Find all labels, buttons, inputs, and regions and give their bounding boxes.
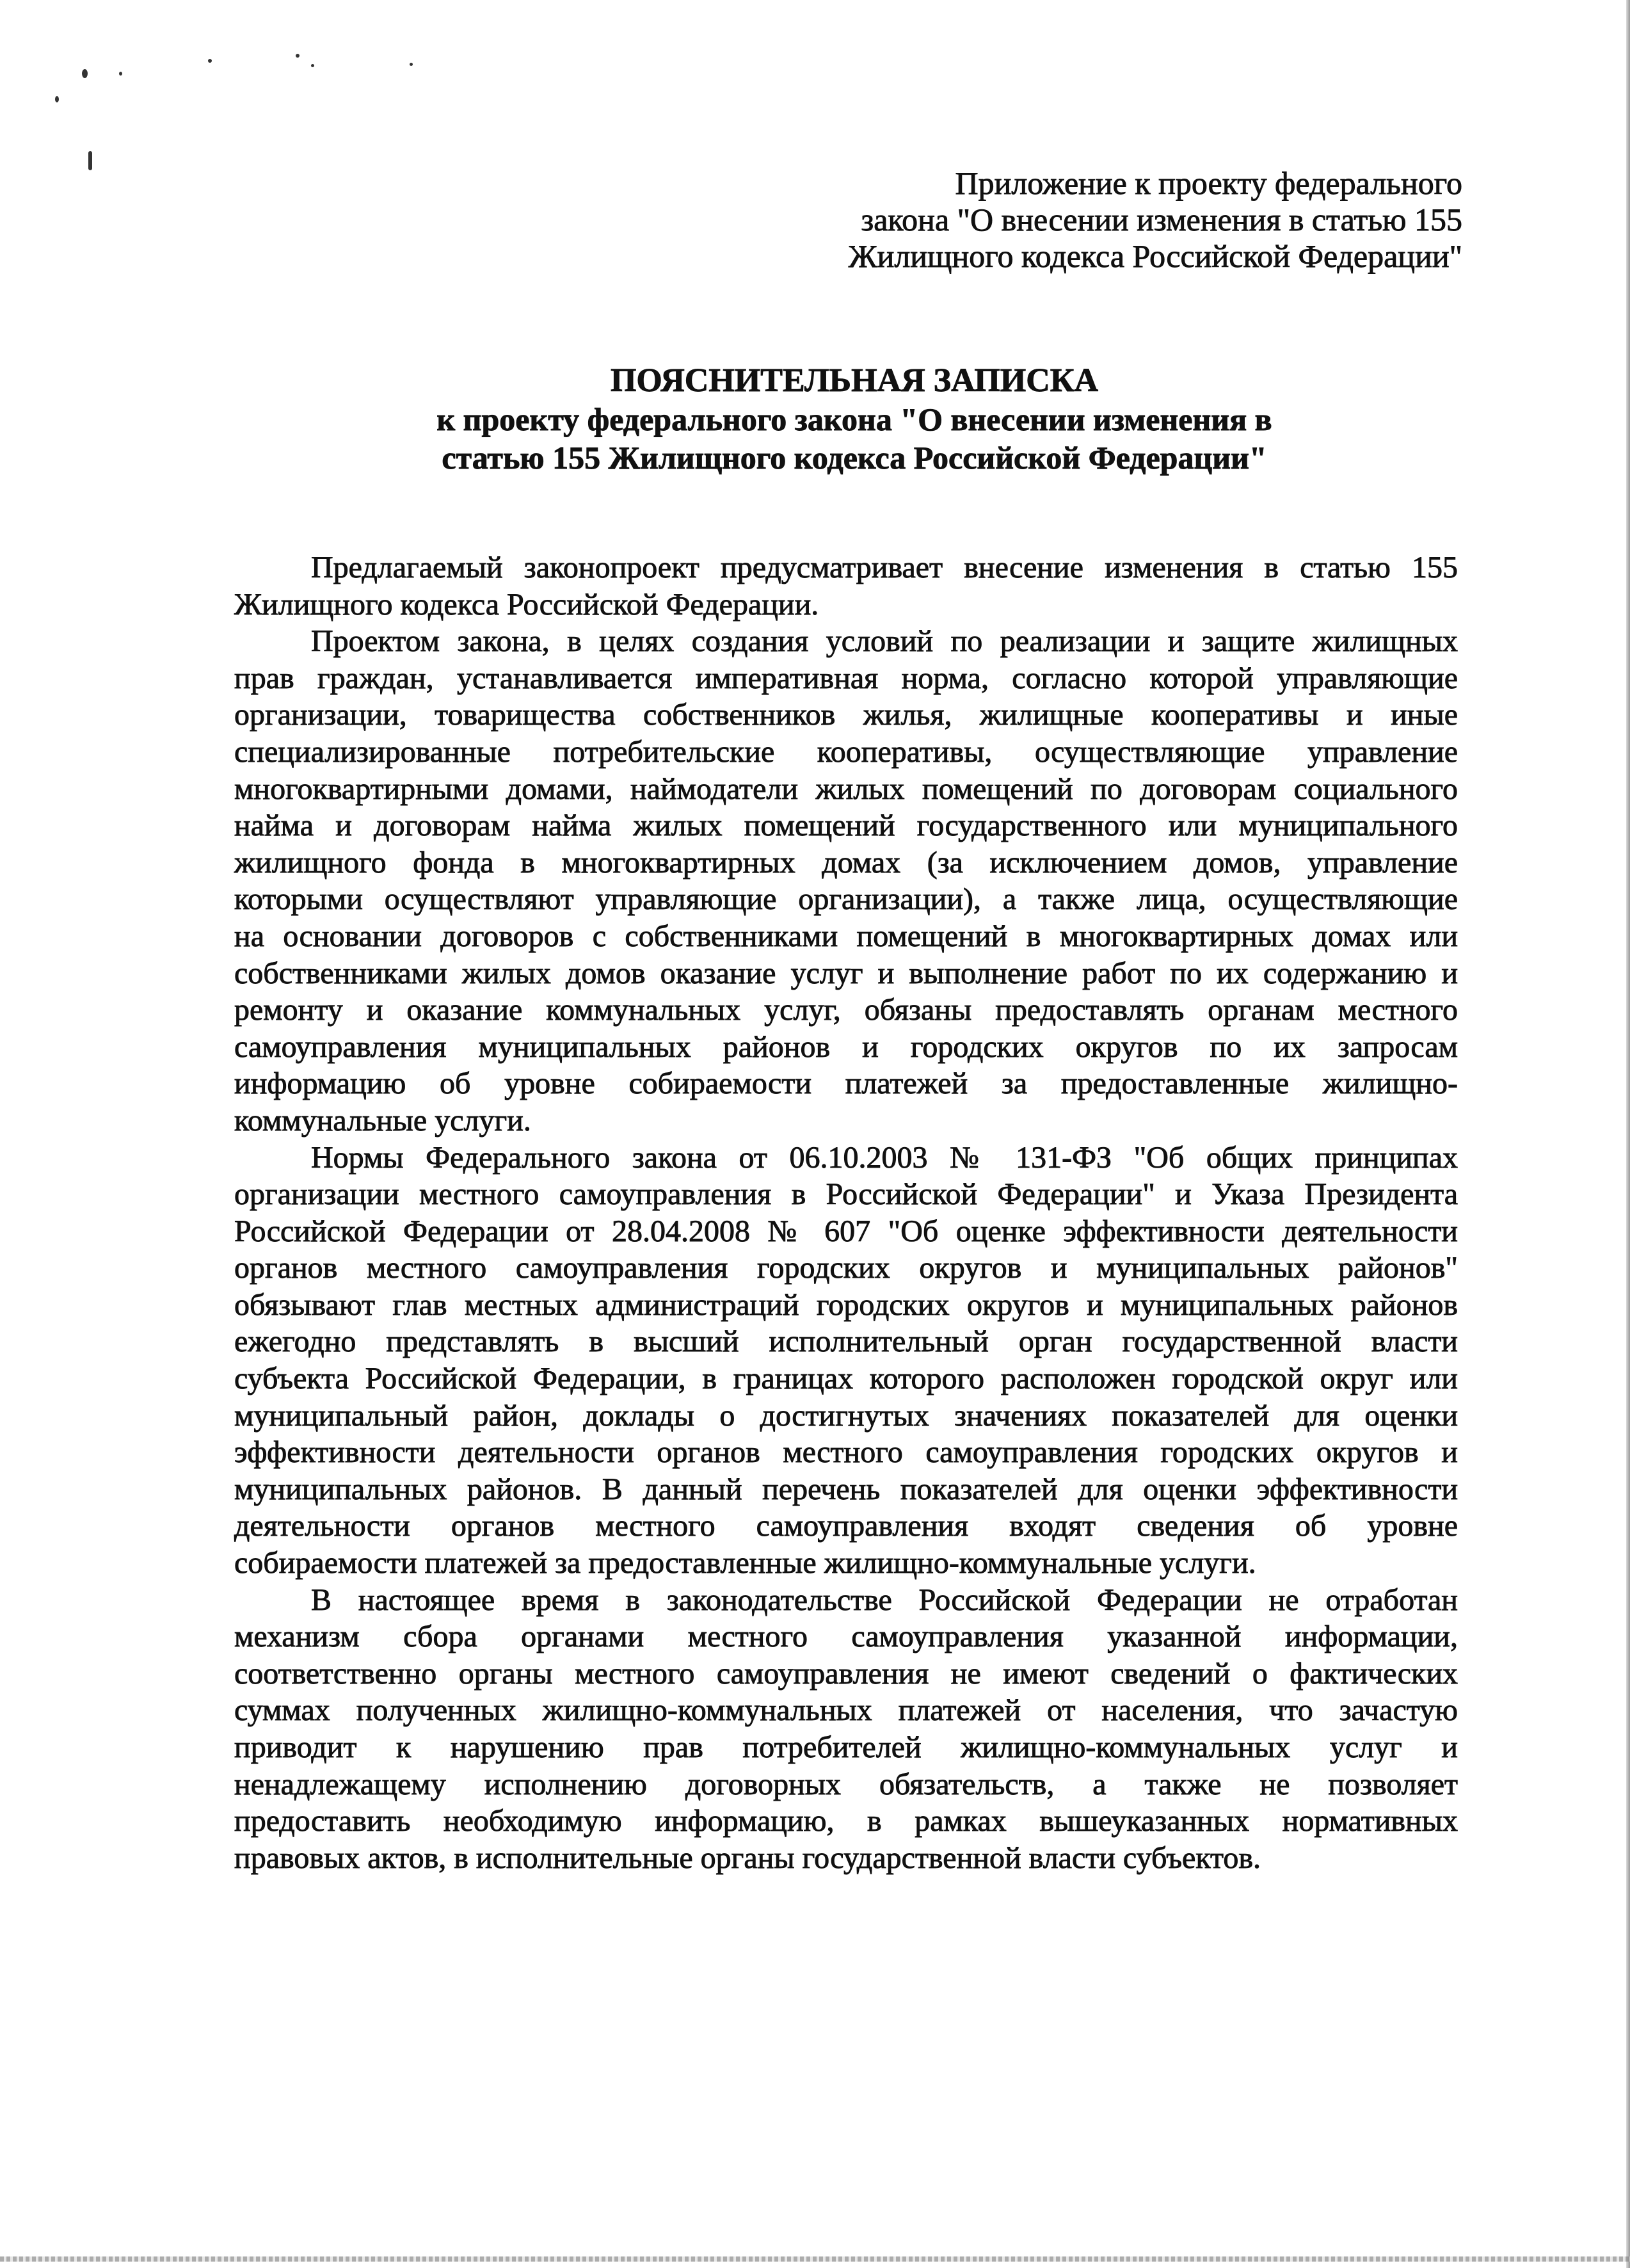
scan-speck (296, 54, 300, 58)
paragraph-line: механизм сбора органами местного самоуправления указанной информации, (234, 1620, 1458, 1654)
paragraph-line: муниципальных районов. В данный перечень показателей для оценки эффективности (234, 1472, 1458, 1506)
paragraph-line: соответственно органы местного самоуправления не имеют сведений о фактических (234, 1656, 1458, 1691)
paragraph-line: Предлагаемый законопроект предусматривает внесение изменения в статью 155 (311, 551, 1458, 584)
paragraph-line: субъекта Российской Федерации, в границах которого расположен городской округ или (234, 1362, 1458, 1396)
paragraph-line: деятельности органов местного самоуправления входят сведения об уровне (234, 1509, 1458, 1543)
paragraph-line: многоквартирными домами, наймодатели жилых помещений по договорам социального (234, 771, 1458, 806)
paragraph-line: суммах полученных жилищно-коммунальных платежей от населения, что зачастую (234, 1693, 1458, 1728)
paragraph-line: организации, товарищества собственников жилья, жилищные кооперативы и иные (234, 698, 1458, 732)
scan-bottom-edge (0, 2256, 1630, 2262)
paragraph-line: самоуправления муниципальных районов и городских округов по их запросам (234, 1029, 1458, 1064)
scan-speck (88, 151, 92, 170)
paragraph-line: ежегодно представлять в высший исполнительный орган государственной власти (234, 1324, 1458, 1359)
title-subtitle-line: к проекту федерального закона "О внесении изменения в (436, 401, 1272, 437)
paragraph-line: Российской Федерации от 28.04.2008 № 607 "Об оценке эффективности деятельности (234, 1214, 1458, 1248)
paragraph-line: которыми осуществляют управляющие организации), а также лица, осуществляющие (234, 882, 1458, 917)
paragraph-line: органов местного самоуправления городских округов и муниципальных районов" (234, 1251, 1458, 1285)
scan-speck (208, 59, 212, 63)
title-subtitle-line: статью 155 Жилищного кодекса Российской Федерации" (442, 440, 1267, 476)
paragraph-line: ненадлежащему исполнению договорных обязательств, а также не позволяет (234, 1767, 1458, 1801)
appendix-line: Жилищного кодекса Российской Федерации" (848, 238, 1462, 274)
title-main: ПОЯСНИТЕЛЬНАЯ ЗАПИСКА (610, 362, 1099, 399)
paragraph-line: приводит к нарушению прав потребителей жилищно-коммунальных услуг и (234, 1730, 1458, 1764)
paragraph-line: информацию об уровне собираемости платежей за предоставленные жилищно- (234, 1066, 1458, 1101)
appendix-line: Приложение к проекту федерального (955, 165, 1462, 201)
paragraph-line: муниципальный район, доклады о достигнутых значениях показателей для оценки (234, 1398, 1458, 1433)
paragraph-line: Нормы Федерального закона от 06.10.2003 № 131-ФЗ "Об общих принципах (311, 1140, 1458, 1175)
scan-speck (119, 72, 122, 76)
paragraph-line: собственниками жилых домов оказание услуг и выполнение работ по их содержанию и (234, 956, 1458, 990)
scan-speck (311, 64, 314, 67)
appendix-line: закона "О внесении изменения в статью 155 (861, 202, 1462, 237)
paragraph-line: коммунальные услуги. (234, 1103, 531, 1138)
paragraph-line: организации местного самоуправления в Российской Федерации" и Указа Президента (234, 1177, 1458, 1212)
paragraph-line: Проектом закона, в целях создания условий по реализации и защите жилищных (311, 624, 1458, 659)
paragraph-line: эффективности деятельности органов местного самоуправления городских округов и (234, 1435, 1458, 1470)
paragraph-line: собираемости платежей за предоставленные жилищно-коммунальные услуги. (234, 1546, 1256, 1580)
scan-speck (410, 63, 413, 66)
paragraph (234, 623, 1458, 1139)
document-title (346, 362, 1363, 477)
paragraph-line: найма и договорам найма жилых помещений государственного или муниципального (234, 808, 1458, 843)
paragraph (234, 1139, 1458, 1582)
paragraph-line: жилищного фонда в многоквартирных домах (за исключением домов, управление (234, 845, 1458, 880)
scan-speck (55, 96, 59, 102)
paragraph-line: прав граждан, устанавливается императивная норма, согласно которой управляющие (234, 661, 1458, 695)
scan-speck (82, 69, 88, 78)
paragraph-line: специализированные потребительские кооперативы, осуществляющие управление (234, 734, 1458, 769)
paragraph-line: обязывают глав местных администраций городских округов и муниципальных районов (234, 1287, 1458, 1322)
scan-page-edge (1626, 0, 1630, 2268)
paragraph-line: предоставить необходимую информацию, в рамках вышеуказанных нормативных (234, 1804, 1458, 1838)
paragraph-line: В настоящее время в законодательстве Российской Федерации не отработан (311, 1582, 1458, 1617)
paragraph-line: на основании договоров с собственниками помещений в многоквартирных домах или (234, 919, 1458, 953)
document-body (234, 549, 1458, 1876)
paragraph (234, 1582, 1458, 1877)
paragraph-line: Жилищного кодекса Российской Федерации. (234, 587, 819, 622)
paragraph-line: правовых актов, в исполнительные органы государственной власти субъектов. (234, 1840, 1261, 1875)
paragraph-line: ремонту и оказание коммунальных услуг, обязаны предоставлять органам местного (234, 993, 1458, 1027)
paragraph (234, 549, 1458, 623)
appendix-note (849, 165, 1462, 275)
